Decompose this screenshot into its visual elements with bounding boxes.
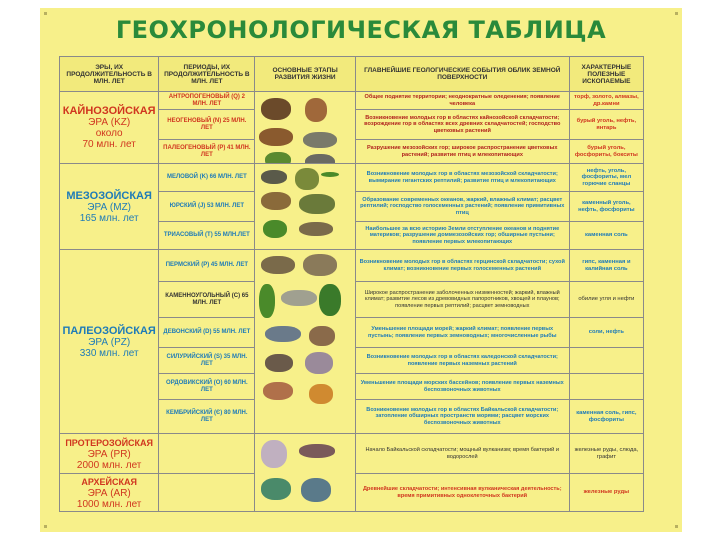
sponge-illustration <box>301 478 331 502</box>
mineral-neogen: бурый уголь, нефть, янтарь <box>569 110 643 140</box>
event-proterozoic: Начало Байкальской складчатости; мощный вулканизм; время бактерий и водорослей <box>355 434 569 474</box>
period-neogen: НЕОГЕНОВЫЙ (N) 25 МЛН. ЛЕТ <box>159 110 255 140</box>
period-jurassic: ЮРСКИЙ (J) 53 МЛН. ЛЕТ <box>159 192 255 222</box>
table-row <box>60 164 644 192</box>
period-empty <box>159 434 255 474</box>
era-name: МЕЗОЗОЙСКАЯ <box>66 189 152 202</box>
period-permian: ПЕРМСКИЙ (P) 45 МЛН. ЛЕТ <box>159 250 255 282</box>
dinosaur-illustration <box>299 194 335 214</box>
fern-illustration <box>263 220 287 238</box>
life-illustration-precambrian <box>255 434 355 512</box>
ammonite-illustration <box>309 326 335 346</box>
era-proterozoic <box>60 434 159 474</box>
mineral-carboniferous: обилие угля и нефти <box>569 282 643 318</box>
event-silurian: Возникновение молодых гор в областях каледонской складчатости; появление первых наземных растений <box>355 348 569 374</box>
event-neogen: Возникновение молодых гор в областях кайнозойской складчатости; возрождение гор в областях всех древних складчатостей; господство цветковых растений <box>355 110 569 140</box>
leaf-icon <box>321 172 339 177</box>
corner-mark <box>44 12 47 15</box>
table-row <box>60 250 644 282</box>
trilobite-illustration <box>265 354 293 372</box>
era-duration: 165 млн. лет <box>79 212 139 224</box>
era-mesozoic <box>60 164 159 250</box>
era-cenozoic <box>60 92 159 164</box>
era-code: ЭРА (PZ) <box>88 336 131 348</box>
amphibian-illustration <box>281 290 317 306</box>
palm-fern-illustration <box>319 284 341 316</box>
period-silurian: СИЛУРИЙСКИЙ (S) 35 МЛН. ЛЕТ <box>159 348 255 374</box>
life-illustration-mesozoic <box>255 164 355 250</box>
event-devonian: Уменьшение площади морей; жаркий климат; появление первых пустынь; появление первых земноводных; многочисленные рыбы <box>355 318 569 348</box>
table-row <box>60 92 644 110</box>
period-anthropogen: АНТРОПОГЕНОВЫЙ (Q) 2 МЛН. ЛЕТ <box>159 92 255 110</box>
mammoth-illustration <box>261 98 291 120</box>
era-name: КАЙНОЗОЙСКАЯ <box>62 105 156 117</box>
dimetrodon-illustration <box>303 254 337 276</box>
mineral-ordovician <box>569 374 643 400</box>
period-devonian: ДЕВОНСКИЙ (D) 55 МЛН. ЛЕТ <box>159 318 255 348</box>
bird-illustration <box>261 170 287 184</box>
period-empty <box>159 474 255 512</box>
event-archean: Древнейшие складчатости; интенсивная вулканическая деятельность; время примитивных одноклеточных бактерий <box>355 474 569 512</box>
mineral-archean: железные руды <box>569 474 643 512</box>
mineral-proterozoic: железные руды, слюда, графит <box>569 434 643 474</box>
algae-illustration <box>261 478 291 500</box>
elephant-illustration <box>305 154 335 164</box>
era-paleozoic <box>60 250 159 434</box>
era-duration: 1000 млн. лет <box>76 498 142 510</box>
event-cretaceous: Возникновение молодых гор в областях мезозойской складчатости; вымирание гигантских рептилий; развитие птиц и млекопитающих <box>355 164 569 192</box>
poster <box>40 8 682 532</box>
reptile-illustration <box>295 168 319 190</box>
archaeopteryx-illustration <box>261 192 291 210</box>
life-illustration-cenozoic <box>255 92 355 164</box>
plants-illustration <box>265 152 291 164</box>
header-minerals: ХАРАКТЕРНЫЕ ПОЛЕЗНЫЕ ИСКОПАЕМЫЕ <box>569 57 643 92</box>
period-triassic: ТРИАСОВЫЙ (T) 55 МЛН.ЛЕТ <box>159 222 255 250</box>
table-header-row <box>60 57 644 92</box>
corner-mark <box>44 525 47 528</box>
period-cretaceous: МЕЛОВОЙ (K) 66 МЛН. ЛЕТ <box>159 164 255 192</box>
human-illustration <box>305 98 327 122</box>
event-ordovician: Уменьшение площади морских бассейнов; появление первых наземных беспозвоночных животных <box>355 374 569 400</box>
reptile-illustration <box>261 256 295 274</box>
mineral-triassic: каменная соль <box>569 222 643 250</box>
mineral-permian: гипс, каменная и калийная соль <box>569 250 643 282</box>
horse-illustration <box>259 128 293 146</box>
header-life: ОСНОВНЫЕ ЭТАПЫ РАЗВИТИЯ ЖИЗНИ <box>255 57 355 92</box>
mineral-devonian: соли, нефть <box>569 318 643 348</box>
life-illustration-paleozoic <box>255 250 355 434</box>
period-ordovician: ОРДОВИКСКИЙ (O) 60 МЛН. ЛЕТ <box>159 374 255 400</box>
mineral-cambrian: каменная соль, гипс, фосфориты <box>569 400 643 434</box>
mineral-jurassic: каменный уголь, нефть, фосфориты <box>569 192 643 222</box>
lizard-illustration <box>299 222 333 236</box>
mineral-cretaceous: нефть, уголь, фосфориты, мел горючие сланцы <box>569 164 643 192</box>
era-code: ЭРА (KZ) <box>88 117 131 128</box>
period-carboniferous: КАМЕННОУГОЛЬНЫЙ (C) 65 МЛН. ЛЕТ <box>159 282 255 318</box>
page-title: ГЕОХРОНОЛОГИЧЕСКАЯ ТАБЛИЦА <box>115 16 607 44</box>
horsetail-illustration <box>259 284 275 318</box>
header-periods: ПЕРИОДЫ, ИХ ПРОДОЛЖИТЕЛЬНОСТЬ В МЛН. ЛЕТ <box>159 57 255 92</box>
starfish-illustration <box>309 384 333 404</box>
table-row <box>60 434 644 474</box>
mineral-anthropogen: торф, золото, алмазы, др.камни <box>569 92 643 110</box>
animal-illustration <box>303 132 337 148</box>
era-code: ЭРА (PR) <box>87 448 131 460</box>
era-name: ПРОТЕРОЗОЙСКАЯ <box>65 437 154 448</box>
geochronology-table <box>59 56 644 512</box>
event-jurassic: Образование современных океанов, жаркий, влажный климат; расцвет рептилий; господство голосеменных растений; появление примитивных птиц <box>355 192 569 222</box>
event-triassic: Наибольшее за всю историю Земли отступление океанов и поднятие материков; разрушение доммезозойских гор; обширные пустыни; появление первых млекопитающих <box>355 222 569 250</box>
era-duration: 330 млн. лет <box>79 347 139 359</box>
era-duration: 2000 млн. лет <box>76 459 142 471</box>
jellyfish-illustration <box>305 352 333 374</box>
era-code: ЭРА (MZ) <box>87 201 132 213</box>
crustacean-illustration <box>263 382 293 400</box>
mineral-paleogen: бурый уголь, фосфориты, бокситы <box>569 140 643 164</box>
era-duration: 70 млн. лет <box>82 139 136 150</box>
era-name: АРХЕЙСКАЯ <box>81 476 137 487</box>
era-code: ЭРА (AR) <box>87 487 131 499</box>
event-permian: Возникновение молодых гор в областях герцинской складчатости; сухой климат; возникновение первых голосеменных растений <box>355 250 569 282</box>
era-archean <box>60 474 159 512</box>
event-anthropogen: Общее поднятие территории; неоднократные оледенения; появление человека <box>355 92 569 110</box>
mineral-silurian <box>569 348 643 374</box>
event-paleogen: Разрушение мезозойских гор; широкое распространение цветковых растений; развитие птиц и млекопитающих <box>355 140 569 164</box>
era-duration-label: около <box>95 128 123 139</box>
header-eras: ЭРЫ, ИХ ПРОДОЛЖИТЕЛЬНОСТЬ В МЛН. ЛЕТ <box>60 57 159 92</box>
fish-illustration <box>265 326 301 342</box>
jellyfish-illustration <box>261 440 287 468</box>
era-name: ПАЛЕОЗОЙСКАЯ <box>62 324 156 337</box>
event-carboniferous: Широкое распространение заболоченных низменностей; жаркий, влажный климат; развитие лесов из древовидных папоротников, хвощей и плаунов; появление первых рептилий; расцвет земноводных <box>355 282 569 318</box>
period-paleogen: ПАЛЕОГЕНОВЫЙ (P) 41 МЛН. ЛЕТ <box>159 140 255 164</box>
event-cambrian: Возникновение молодых гор в областях Байкальской складчатости; затопление обширных пространств морями; расцвет морских беспозвоночных животных <box>355 400 569 434</box>
worm-illustration <box>299 444 335 458</box>
corner-mark <box>675 12 678 15</box>
corner-mark <box>675 525 678 528</box>
header-events: ГЛАВНЕЙШИЕ ГЕОЛОГИЧЕСКИЕ СОБЫТИЯ ОБЛИК ЗЕМНОЙ ПОВЕРХНОСТИ <box>355 57 569 92</box>
period-cambrian: КЕМБРИЙСКИЙ (Є) 80 МЛН. ЛЕТ <box>159 400 255 434</box>
